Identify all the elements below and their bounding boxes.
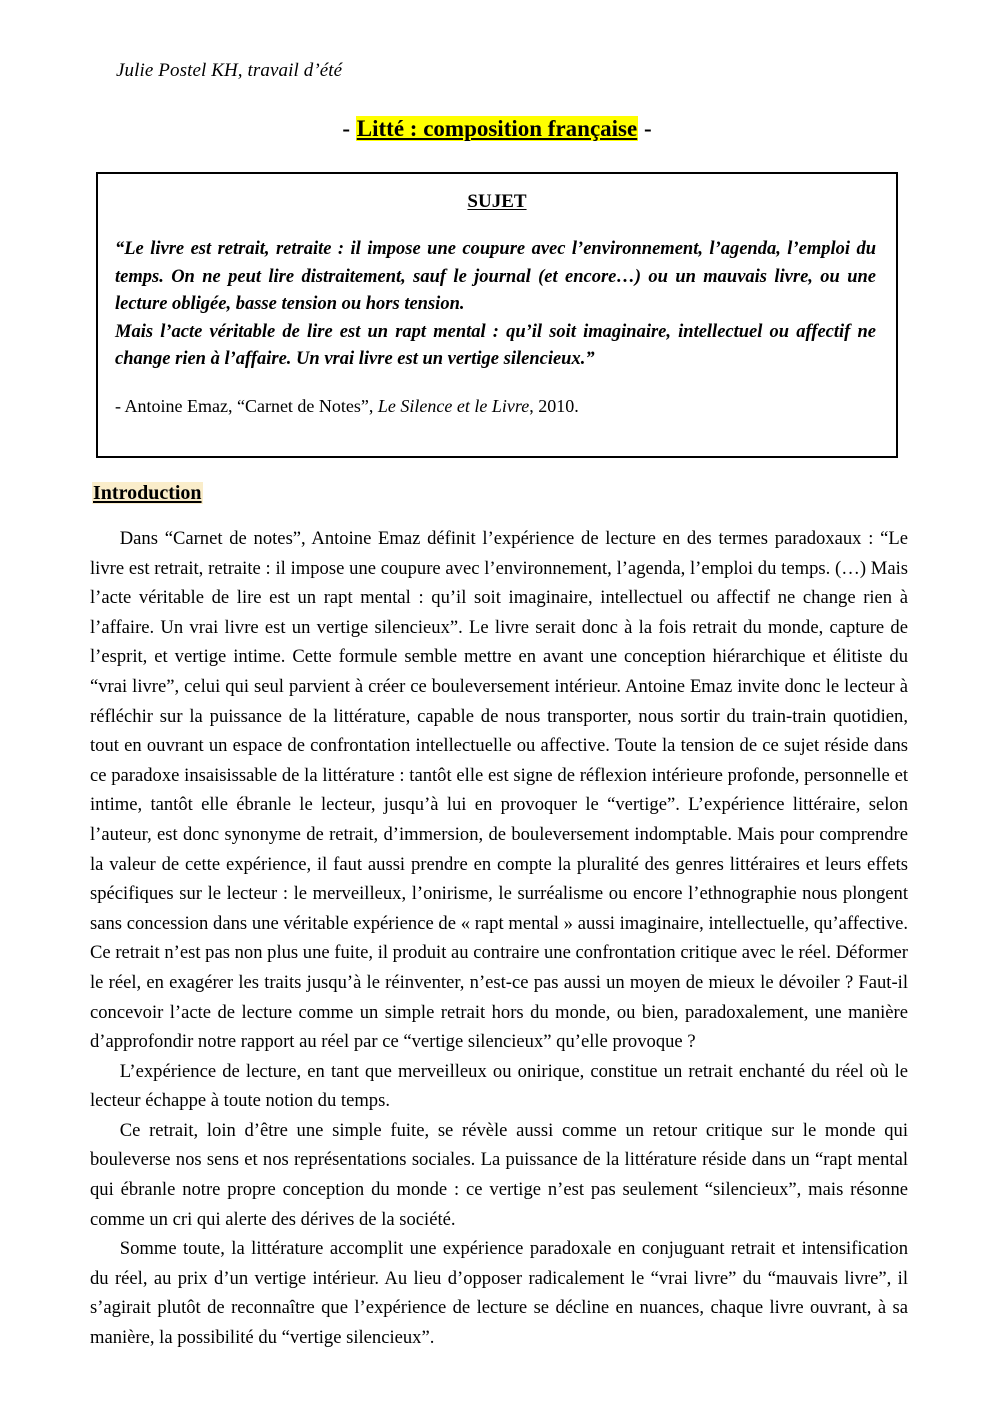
sujet-box [96, 172, 898, 458]
body-paragraph: L’expérience de lecture, en tant que merveilleux ou onirique, constitue un retrait enchanté du réel où le lecteur échappe à toute notion du temps. [90, 1060, 908, 1112]
title-left-dash: - [342, 116, 351, 141]
source-year: , 2010. [529, 395, 579, 416]
title-right-dash: - [643, 116, 652, 141]
introduction-body [90, 524, 908, 1353]
sujet-heading: SUJET [467, 191, 527, 212]
title-highlighted-text: Litté : composition française [356, 116, 638, 141]
body-paragraph: Somme toute, la littérature accomplit une expérience paradoxale en conjuguant retrait et intensification du réel, au prix d’un vertige intérieur. Au lieu d’opposer radicalement le “vrai livre” du “mauvais livre”, il s’agirait plutôt de reconnaître que l’expérience de lecture se décline en nuances, chaque livre ouvrant, à sa manière, la possibilité du “vertige silencieux”. [90, 1238, 908, 1349]
section-heading-introduction [92, 480, 203, 506]
section-heading-label: Introduction [93, 482, 202, 504]
sujet-quote-paragraph: “Le livre est retrait, retraite : il impose une coupure avec l’environnement, l’agenda, l’emploi du temps. On ne peut lire distraitement, sauf le journal (et encore…) ou un mauvais livre, ou une lecture obligée, basse tension ou hors tension. [115, 239, 876, 314]
sujet-source-attribution [115, 394, 876, 418]
source-work-title: Le Silence et le Livre [377, 395, 530, 416]
sujet-quote [115, 236, 876, 374]
body-paragraph: Ce retrait, loin d’être une simple fuite, se révèle aussi comme un retour critique sur le monde qui bouleverse nos sens et nos représentations sociales. La puissance de la littérature réside dans un “rapt mental qui ébranle notre propre conception du monde : ce vertige n’est pas seulement “silencieux”, mais résonne comme un cri qui alerte des dérives de la société. [90, 1119, 908, 1230]
document-header-author: Julie Postel KH, travail d’été [116, 60, 343, 81]
source-author: - Antoine Emaz, “Carnet de Notes”, [115, 395, 378, 416]
sujet-quote-paragraph: Mais l’acte véritable de lire est un rapt mental : qu’il soit imaginaire, intellectuel ou affectif ne change rien à l’affaire. Un vrai livre est un vertige silencieux.” [115, 321, 876, 369]
body-paragraph: Dans “Carnet de notes”, Antoine Emaz définit l’expérience de lecture en des termes paradoxaux : “Le livre est retrait, retraite : il impose une coupure avec l’environnement, l’agenda, l’emploi du temps. (…) Mais l’acte véritable de lire est un rapt mental : qu’il soit imaginaire, intellectuel ou affectif ne change rien à l’affaire. Un vrai livre est un vertige silencieux”. Le livre serait donc à la fois retrait du monde, capture de l’esprit, et vertige intime. Cette formule semble mettre en avant une conception hiérarchique et élitiste du “vrai livre”, celui qui seul parvient à créer ce bouleversement intérieur. Antoine Emaz invite donc le lecteur à réfléchir sur la puissance de la littérature, capable de nous transporter, nous sortir du train-train quotidien, tout en ouvrant un espace de confrontation intellectuelle ou affective. Toute la tension de ce sujet réside dans ce paradoxe insaisissable de la littérature : tantôt elle est signe de réflexion intérieure profonde, personnelle et intime, tantôt elle ébranle le lecteur, jusqu’à lui en provoquer le “vertige”. L’expérience littéraire, selon l’auteur, est donc synonyme de retrait, d’immersion, de bouleversement indomptable. Mais pour comprendre la valeur de cette expérience, il faut aussi prendre en compte la pluralité des genres littéraires et leurs effets spécifiques sur le lecteur : le merveilleux, l’onirisme, le surréalisme ou encore l’ethnographie nous plongent sans concession dans une véritable expérience de « rapt mental » aussi imaginaire, intellectuelle, qu’affective. Ce retrait n’est pas non plus une fuite, il produit au contraire une confrontation critique avec le réel. Déformer le réel, en exagérer les traits jusqu’à le réinventer, n’est-ce pas aussi un moyen de mieux le dévoiler ? Faut-il concevoir l’acte de lecture comme un simple retrait hors du monde, ou bien, paradoxalement, une manière d’approfondir notre rapport au réel par ce “vertige silencieux” qu’elle provoque ? [90, 528, 908, 1053]
page-title [0, 114, 994, 144]
